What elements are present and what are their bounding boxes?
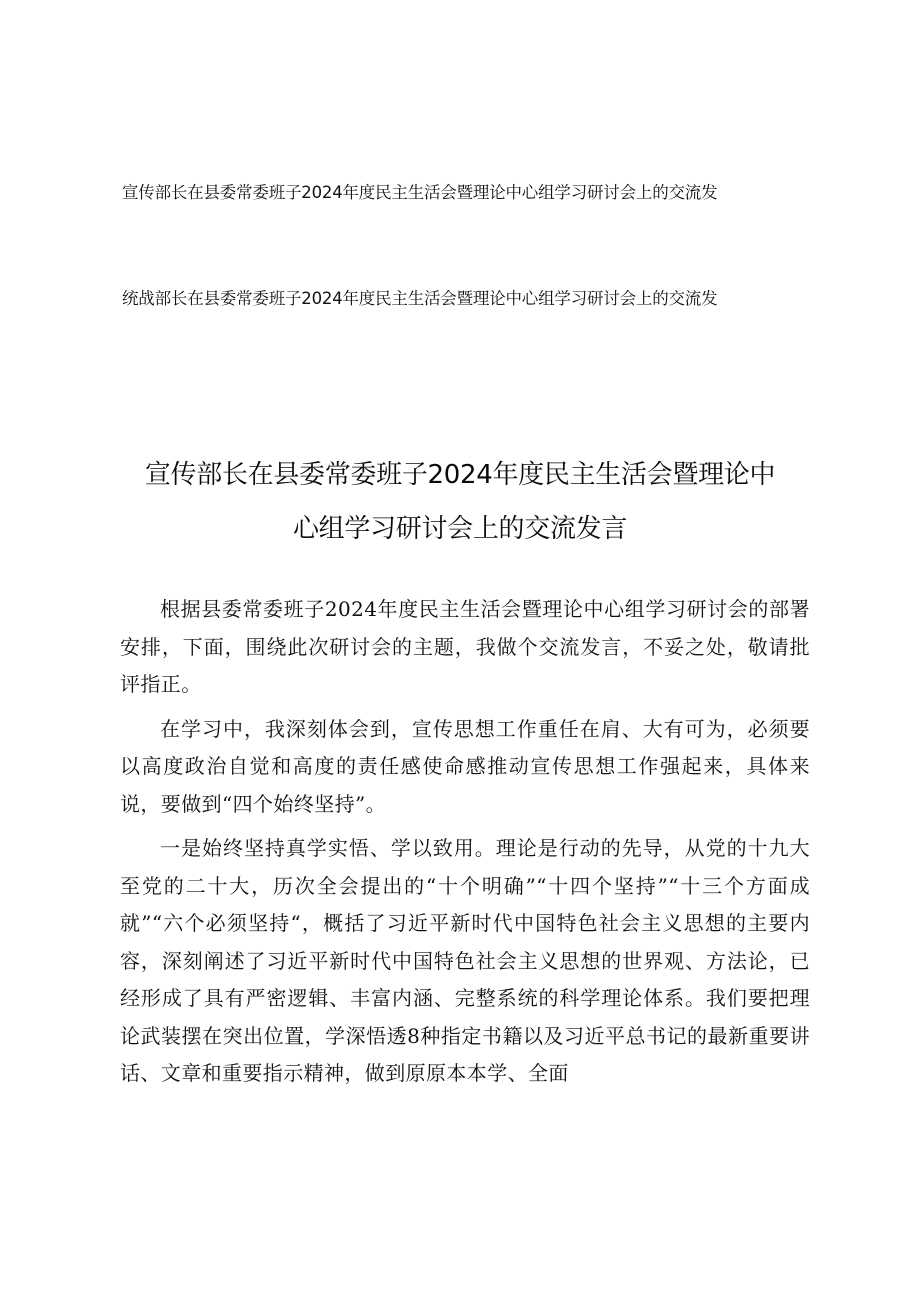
document-title-line-2: 心组学习研讨会上的交流发言 (292, 514, 628, 544)
document-body (120, 591, 810, 1093)
document-title (100, 448, 820, 556)
document-title-line-1: 宣传部长在县委常委班子2024年度民主生活会暨理论中 (144, 460, 776, 490)
toc-entry-1[interactable]: 宣传部长在县委常委班子2024年度民主生活会暨理论中心组学习研讨会上的交流发 (122, 183, 718, 202)
toc-entry-2[interactable]: 统战部长在县委常委班子2024年度民主生活会暨理论中心组学习研讨会上的交流发 (122, 289, 718, 308)
body-paragraph-3: 一是始终坚持真学实悟、学以致用。理论是行动的先导，从党的十九大至党的二十大，历次全会提出的“十个明确”“十四个坚持”“十三个方面成就”“六个必须坚持“，概括了习近平新时代中国特色社会主义思想的主要内容，深刻阐述了习近平新时代中国特色社会主义思想的世界观、方法论，已经形成了具有严密逻辑、丰富内涵、完整系统的科学理论体系。我们要把理论武装摆在突出位置，学深悟透8种指定书籍以及习近平总书记的最新重要讲话、文章和重要指示精神，做到原原本本学、全面 (120, 836, 810, 1085)
body-paragraph-1: 根据县委常委班子2024年度民主生活会暨理论中心组学习研讨会的部署安排，下面，围绕此次研讨会的主题，我做个交流发言，不妥之处，敬请批评指正。 (120, 597, 810, 696)
body-paragraph-2: 在学习中，我深刻体会到，宣传思想工作重任在肩、大有可为，必须要以高度政治自觉和高度的责任感使命感推动宣传思想工作强起来，具体来说，要做到“四个始终坚持”。 (120, 716, 810, 816)
